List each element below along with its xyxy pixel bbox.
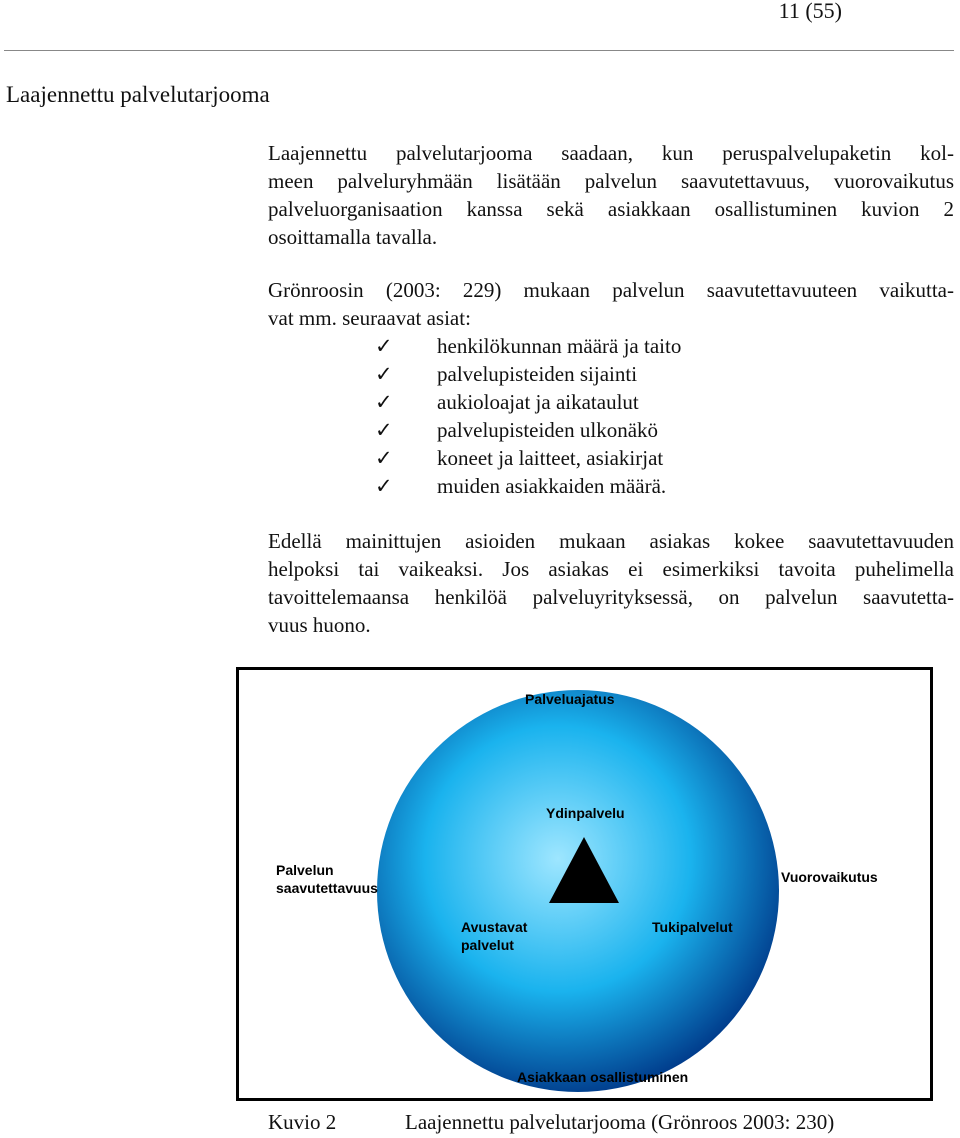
text-line: Grönroosin (2003: 229) mukaan palvelun saavutettavuuteen vaikutta-	[268, 278, 954, 302]
paragraph-3	[268, 527, 954, 639]
paragraph-1	[268, 139, 954, 251]
checklist	[375, 332, 681, 500]
label-palveluajatus: Palveluajatus	[525, 691, 615, 707]
header-rule	[4, 50, 954, 51]
checklist-item: ✓ muiden asiakkaiden määrä.	[375, 474, 667, 498]
caption-text: Laajennettu palvelutarjooma (Grönroos 2003: 230)	[405, 1110, 835, 1134]
text-line: palveluorganisaation kanssa sekä asiakkaan osallistuminen kuvion 2	[268, 197, 954, 221]
label-ydinpalvelu: Ydinpalvelu	[546, 805, 625, 821]
label-saavutettavuus: Palvelun saavutettavuus	[276, 862, 378, 896]
check-icon: ✓	[375, 474, 393, 498]
figure-caption	[268, 1110, 834, 1135]
text-line: helpoksi tai vaikeaksi. Jos asiakas ei esimerkiksi tavoita puhelimella	[268, 557, 954, 581]
check-icon: ✓	[375, 362, 393, 386]
section-heading: Laajennettu palvelutarjooma	[6, 82, 270, 107]
checklist-item: ✓ aukioloajat ja aikataulut	[375, 390, 639, 414]
label-asiakkaan-osallistuminen: Asiakkaan osallistuminen	[517, 1069, 689, 1085]
text-line: meen palveluryhmään lisätään palvelun saavutettavuus, vuorovaikutus	[268, 169, 954, 193]
label-vuorovaikutus: Vuorovaikutus	[781, 869, 878, 885]
check-icon: ✓	[375, 446, 393, 470]
text-line: vat mm. seuraavat asiat:	[268, 306, 471, 330]
label-tukipalvelut: Tukipalvelut	[652, 919, 733, 935]
text-line: tavoittelemaansa henkilöä palveluyrityksessä, on palvelun saavutetta-	[268, 585, 954, 609]
page-number: 11 (55)	[778, 0, 842, 23]
checklist-item: ✓ palvelupisteiden ulkonäkö	[375, 418, 659, 442]
check-icon: ✓	[375, 334, 393, 358]
label-avustavat-palvelut: Avustavat palvelut	[461, 919, 528, 953]
text-line: Edellä mainittujen asioiden mukaan asiakas kokee saavutettavuuden	[268, 529, 954, 553]
paragraph-2	[268, 276, 954, 332]
checklist-item: ✓ palvelupisteiden sijainti	[375, 362, 638, 386]
caption-number: Kuvio 2	[268, 1110, 337, 1134]
text-line: osoittamalla tavalla.	[268, 225, 438, 249]
text-line: Laajennettu palvelutarjooma saadaan, kun peruspalvelupaketin kol-	[268, 141, 954, 165]
check-icon: ✓	[375, 390, 393, 414]
service-offering-figure	[236, 667, 933, 1101]
checklist-item: ✓ koneet ja laitteet, asiakirjat	[375, 446, 664, 470]
checklist-item: ✓ henkilökunnan määrä ja taito	[375, 334, 682, 358]
text-line: vuus huono.	[268, 613, 371, 637]
check-icon: ✓	[375, 418, 393, 442]
